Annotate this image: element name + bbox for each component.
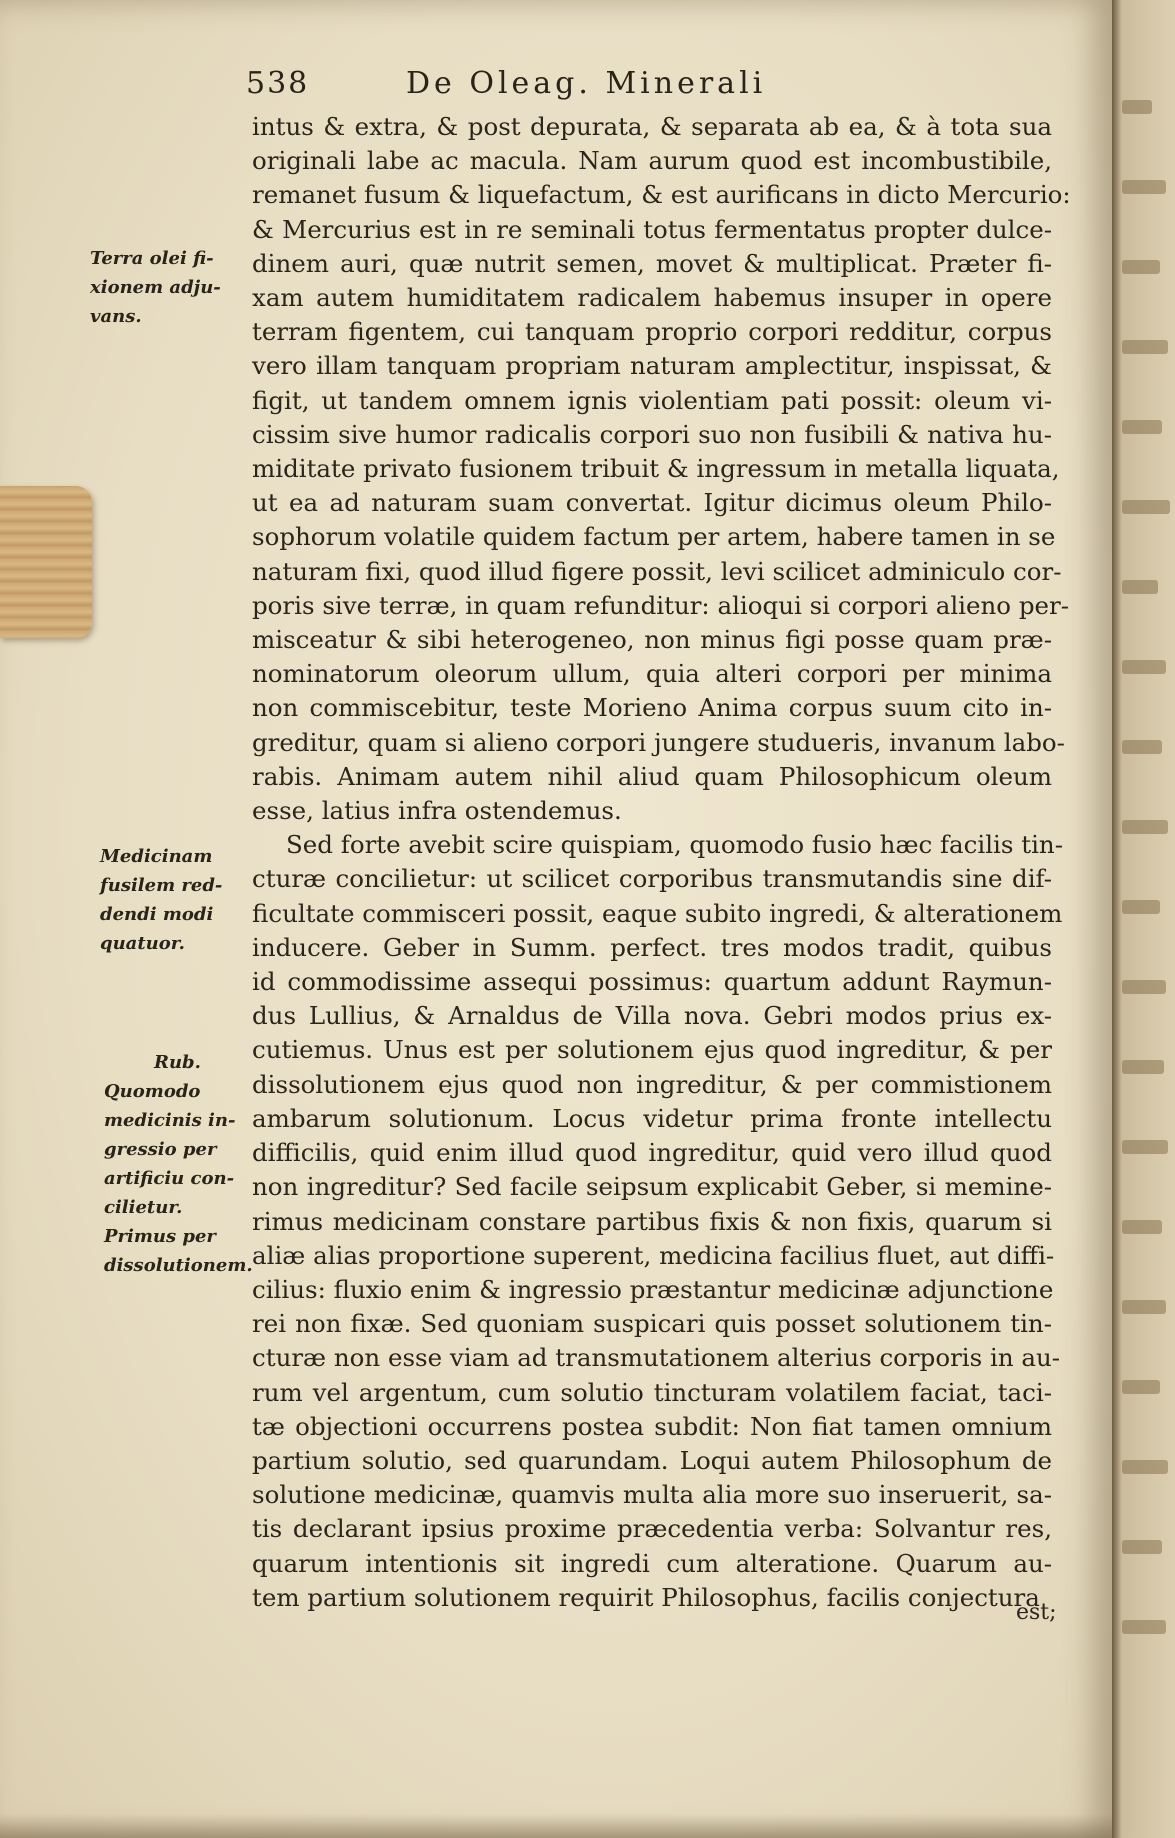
page-header [246, 66, 886, 110]
margin-note-line: artificiu con- [104, 1168, 235, 1189]
body-line: cturæ concilietur: ut scilicet corporibus transmutandis sine dif- [252, 864, 1052, 894]
margin-note [100, 842, 222, 958]
body-line: tæ objectioni occurrens postea subdit: Non fiat tamen omnium [252, 1411, 1052, 1441]
margin-note-line: vans. [90, 306, 142, 327]
body-line: misceatur & sibi heterogeneo, non minus figi posse quam præ- [252, 625, 1052, 655]
body-line: partium solutio, sed quarundam. Loqui autem Philosophum de [252, 1445, 1052, 1475]
body-line: id commodissime assequi possimus: quartum addunt Raymun- [252, 967, 1052, 997]
facing-text-fragment [1122, 1380, 1160, 1394]
body-text [252, 110, 1071, 1615]
body-line: poris sive terræ, in quam refunditur: alioqui si corpori alieno per- [252, 590, 1070, 620]
body-line: ficultate commisceri possit, eaque subito ingredi, & alterationem [252, 898, 1063, 928]
margin-note-line: dendi modi [100, 904, 214, 925]
body-line: solutione medicinæ, quamvis multa alia more suo inseruerit, sa- [252, 1480, 1052, 1510]
facing-text-fragment [1122, 100, 1152, 114]
page-number: 538 [246, 66, 310, 101]
body-line: rei non fixæ. Sed quoniam suspicari quis posset solutionem tin- [252, 1309, 1052, 1339]
body-line: sophorum volatile quidem factum per artem, habere tamen in se [252, 522, 1056, 552]
margin-note-line: xionem adju- [90, 277, 221, 298]
body-line: xam autem humiditatem radicalem habemus insuper in opere [252, 283, 1052, 313]
body-line: cissim sive humor radicalis corpori suo non fusibili & nativa hu- [252, 419, 1052, 449]
margin-note-line: gressio per [104, 1139, 217, 1160]
body-line: terram figentem, cui tanquam proprio corpori redditur, corpus [252, 317, 1052, 347]
facing-text-fragment [1122, 580, 1158, 594]
facing-text-fragment [1122, 1300, 1166, 1314]
facing-text-fragment [1122, 420, 1162, 434]
facing-text-fragment [1122, 340, 1168, 354]
facing-text-fragment [1122, 180, 1166, 194]
body-line: cutiemus. Unus est per solutionem ejus quod ingreditur, & per [252, 1035, 1052, 1065]
body-line: ut ea ad naturam suam convertat. Igitur dicimus oleum Philo- [252, 488, 1052, 518]
facing-text-fragment [1122, 1140, 1168, 1154]
body-line: tis declarant ipsius proxime præcedentia verba: Solvantur res, [252, 1514, 1052, 1544]
margin-note-line: Terra olei fi- [90, 248, 214, 269]
body-line: rimus medicinam constare partibus fixis & non fixis, quarum si [252, 1206, 1052, 1236]
body-line: Sed forte avebit scire quispiam, quomodo fusio hæc facilis tin- [286, 830, 1063, 860]
facing-text-fragment [1122, 1460, 1168, 1474]
body-line: originali labe ac macula. Nam aurum quod est incombustibile, [252, 146, 1052, 176]
facing-text-fragment [1122, 1060, 1164, 1074]
body-line: greditur, quam si alieno corpori jungere studueris, invanum labo- [252, 727, 1065, 757]
facing-page-edge [1112, 0, 1175, 1838]
margin-note-line: Rub. [154, 1052, 201, 1073]
margin-note-line: Primus per [104, 1226, 216, 1247]
body-line: tem partium solutionem requirit Philosophus, facilis conjectura [252, 1582, 1040, 1612]
body-line: quarum intentionis sit ingredi cum alteratione. Quarum au- [252, 1548, 1052, 1578]
body-line: non ingreditur? Sed facile seipsum explicabit Geber, si memine- [252, 1172, 1052, 1202]
margin-note-line: Quomodo [104, 1081, 201, 1102]
margin-note-line: dissolutionem. [104, 1255, 253, 1276]
body-line: esse, latius infra ostendemus. [252, 796, 622, 826]
facing-text-fragment [1122, 660, 1166, 674]
margin-note-line: medicinis in- [104, 1110, 236, 1131]
body-line: cilius: fluxio enim & ingressio præstantur medicinæ adjunctione [252, 1274, 1054, 1304]
facing-text-fragment [1122, 1220, 1162, 1234]
body-line: ambarum solutionum. Locus videtur prima fronte intellectu [252, 1103, 1052, 1133]
facing-text-fragment [1122, 1540, 1162, 1554]
page-edge-shadow [0, 1814, 1112, 1838]
body-line: remanet fusum & liquefactum, & est aurificans in dicto Mercurio: [252, 180, 1071, 210]
margin-note-line: Medicinam [100, 846, 213, 867]
body-line: dissolutionem ejus quod non ingreditur, & per commistionem [252, 1069, 1052, 1099]
margin-note [104, 1048, 253, 1280]
body-line: rum vel argentum, cum solutio tincturam volatilem faciat, taci- [252, 1377, 1052, 1407]
margin-note [90, 244, 221, 331]
facing-text-fragment [1122, 500, 1170, 514]
margin-note-line: fusilem red- [100, 875, 223, 896]
body-line: nominatorum oleorum ullum, quia alteri corpori per minima [252, 659, 1052, 689]
body-line: cturæ non esse viam ad transmutationem alterius corporis in au- [252, 1343, 1061, 1373]
body-line: non commiscebitur, teste Morieno Anima corpus suum cito in- [252, 693, 1052, 723]
body-line: vero illam tanquam propriam naturam amplectitur, inspissat, & [252, 351, 1052, 381]
body-line: dinem auri, quæ nutrit semen, movet & multiplicat. Præter fi- [252, 248, 1052, 278]
body-line: intus & extra, & post depurata, & separata ab ea, & à tota sua [252, 112, 1052, 141]
body-line: naturam fixi, quod illud figere possit, levi scilicet adminiculo cor- [252, 556, 1062, 586]
body-line: inducere. Geber in Summ. perfect. tres modos tradit, quibus [252, 932, 1052, 962]
facing-text-fragment [1122, 820, 1168, 834]
body-line: miditate privato fusionem tribuit & ingressum in metalla liquata, [252, 454, 1060, 484]
body-line: figit, ut tandem omnem ignis violentiam pati possit: oleum vi- [252, 385, 1052, 415]
facing-text-fragment [1122, 740, 1162, 754]
facing-text-fragment [1122, 980, 1166, 994]
body-line: difficilis, quid enim illud quod ingreditur, quid vero illud quod [252, 1138, 1052, 1168]
catchword: est; [1016, 1600, 1057, 1625]
margin-note-line: quatuor. [100, 933, 185, 954]
facing-text-fragment [1122, 900, 1160, 914]
body-line: rabis. Animam autem nihil aliud quam Philosophicum oleum [252, 761, 1052, 791]
margin-note-line: cilietur. [104, 1197, 183, 1218]
body-line: & Mercurius est in re seminali totus fermentatus propter dulce- [252, 214, 1052, 244]
facing-text-fragment [1122, 260, 1160, 274]
body-line: dus Lullius, & Arnaldus de Villa nova. Gebri modos prius ex- [252, 1001, 1052, 1031]
running-head: De Oleag. Minerali [406, 66, 767, 101]
paper-scrap [0, 486, 92, 638]
body-line: aliæ alias proportione superent, medicina facilius fluet, aut diffi- [252, 1240, 1055, 1270]
facing-text-fragment [1122, 1620, 1166, 1634]
